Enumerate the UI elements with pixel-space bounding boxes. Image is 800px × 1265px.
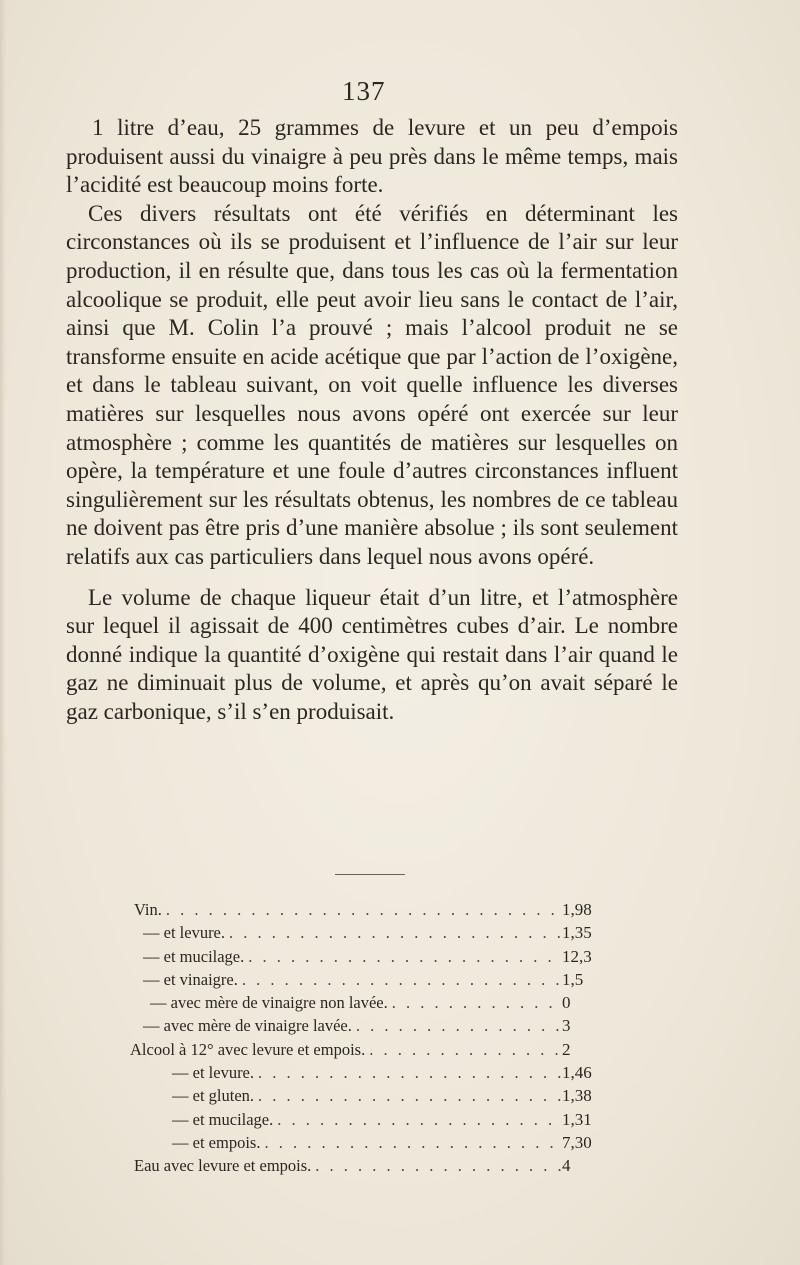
section-rule xyxy=(335,874,405,875)
row-label: Alcool à 12° avec levure et empois. xyxy=(130,1039,366,1059)
leader-dots xyxy=(238,968,562,991)
row-value: 3 xyxy=(562,1016,571,1036)
table-row xyxy=(130,1131,610,1154)
row-value: 1,46 xyxy=(562,1063,592,1083)
table-row xyxy=(130,1061,610,1084)
leader-dots xyxy=(244,945,562,968)
row-label: — et levure. xyxy=(172,1063,255,1083)
body-text xyxy=(66,114,678,726)
row-value: 1,5 xyxy=(562,969,584,989)
row-label: — et mucilage. xyxy=(143,946,245,966)
leader-dots xyxy=(388,991,562,1014)
paragraph-2: Ces divers résultats ont été vérifiés en déterminant les circonstances où ils se produisent et l’influence de l’air sur leur production, il en résulte que, dans tous les cas où la fermentation alcoolique se produit, elle peut avoir lieu sans le contact de l’air, ainsi que M. Colin l’a prouvé ; mais l’alcool produit ne se transforme ensuite en acide acétique que par l’action de l’oxigène, et dans le tableau suivant, on voit quelle influence les diverses matières sur lesquelles nous avons opéré ont exercée sur leur atmosphère ; comme les quantités de matières sur lesquelles on opère, la température et une foule d’autres circonstances influent singulièrement sur les résultats obtenus, les nombres de ce tableau ne doivent pas être pris d’une manière absolue ; ils sont seulement relatifs aux cas particuliers dans lequel nous avons opéré. xyxy=(66,200,678,569)
leader-dots xyxy=(254,1084,562,1107)
leader-dots xyxy=(260,1131,562,1154)
paragraph-1: 1 litre d’eau, 25 grammes de levure et un peu d’empois produisent aussi du vinaigre à peu près dans le même temps, mais l’acidité est beaucoup moins forte. xyxy=(66,115,678,198)
table-row xyxy=(130,1154,610,1177)
page-number: 137 xyxy=(342,76,386,106)
table-row xyxy=(130,945,610,968)
row-value: 12,3 xyxy=(562,946,592,966)
row-label: — avec mère de vinaigre non lavée. xyxy=(150,993,388,1013)
leader-dots xyxy=(225,921,562,944)
row-label: — et mucilage. xyxy=(172,1109,274,1129)
row-value: 2 xyxy=(562,1039,571,1059)
leader-dots xyxy=(352,1014,562,1037)
row-label: — avec mère de vinaigre lavée. xyxy=(143,1016,352,1036)
table-row xyxy=(130,1108,610,1131)
row-label: — et gluten. xyxy=(172,1086,255,1106)
leader-dots xyxy=(254,1061,562,1084)
row-value: 1,98 xyxy=(562,900,592,919)
row-label: Vin. xyxy=(134,900,162,919)
row-label: — et levure. xyxy=(143,923,226,943)
row-value: 4 xyxy=(562,1156,571,1176)
row-label: — et empois. xyxy=(172,1132,261,1152)
row-value: 1,31 xyxy=(562,1109,592,1129)
row-value: 1,35 xyxy=(562,923,592,943)
row-label: Eau avec levure et empois. xyxy=(134,1156,312,1176)
results-table xyxy=(130,898,610,1178)
table-row xyxy=(130,968,610,991)
table-row xyxy=(130,921,610,944)
table-row xyxy=(130,1038,610,1061)
leader-dots xyxy=(273,1108,562,1131)
leader-dots xyxy=(365,1038,562,1061)
table-row xyxy=(130,898,610,921)
leader-dots xyxy=(311,1154,562,1177)
row-value: 0 xyxy=(562,993,571,1013)
leader-dots xyxy=(162,898,562,921)
table-row xyxy=(130,1014,610,1037)
table-row xyxy=(130,991,610,1014)
paragraph-3: Le volume de chaque liqueur était d’un litre, et l’atmosphère sur lequel il agissait de 400 centimètres cubes d’air. Le nombre donné indique la quantité d’oxigène qui restait dans l’air quand le gaz ne diminuait plus de volume, et après qu’on avait séparé le gaz carbonique, s’il s’en produisait. xyxy=(66,584,678,724)
table-row xyxy=(130,1084,610,1107)
page-edge-shadow xyxy=(0,0,6,1265)
row-value: 7,30 xyxy=(562,1132,592,1152)
row-value: 1,38 xyxy=(562,1086,592,1106)
row-label: — et vinaigre. xyxy=(143,969,238,989)
